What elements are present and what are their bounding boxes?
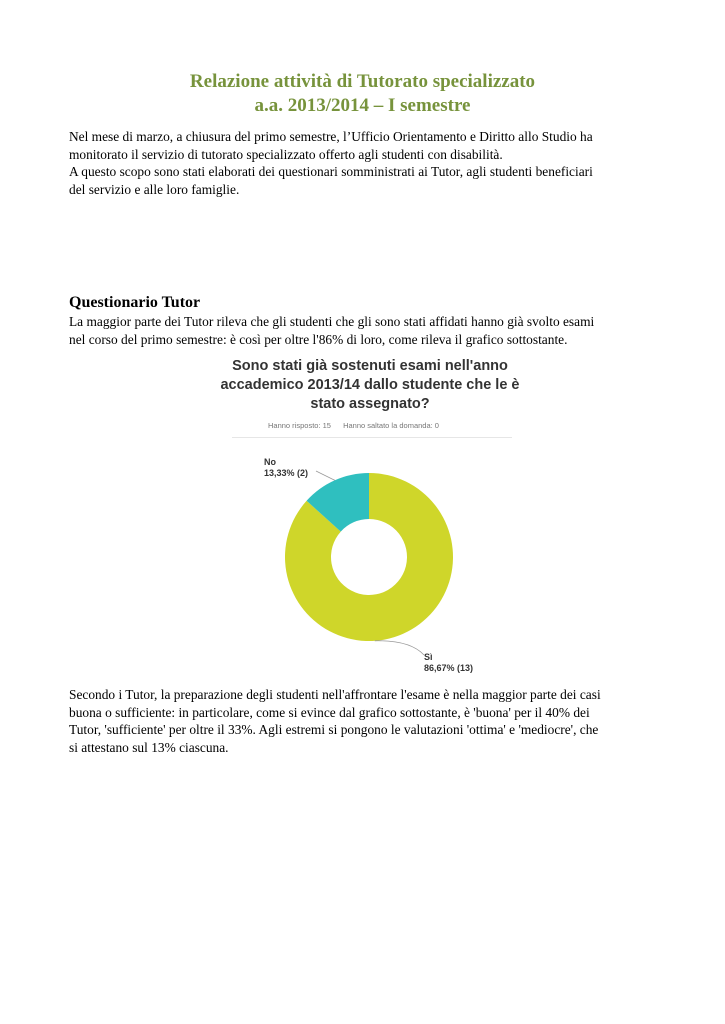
- chart-title-line: stato assegnato?: [310, 396, 430, 412]
- document-subtitle: a.a. 2013/2014 – I semestre: [254, 95, 471, 116]
- slice-name-no: No: [264, 457, 276, 467]
- slice-value-yes: 86,67% (13): [424, 663, 474, 673]
- leader-line-yes: [375, 641, 424, 655]
- slice-label-no: [264, 457, 308, 479]
- closing-line: buona o sufficiente: in particolare, come si evince dal grafico sottostante, è 'buona' per il 40% dei: [69, 704, 590, 720]
- intro-line: del servizio e alle loro famiglie.: [69, 181, 240, 197]
- section-heading: Questionario Tutor: [69, 294, 201, 311]
- closing-line: Tutor, 'sufficiente' per oltre il 33%. Agli estremi si pongono le valutazioni 'ottima' e 'mediocre', che: [69, 722, 599, 738]
- intro-line: A questo scopo sono stati elaborati dei questionari somministrati ai Tutor, agli studenti beneficiari: [69, 164, 593, 180]
- answered-count: Hanno risposto: 15: [268, 421, 331, 430]
- leader-line-no: [316, 471, 335, 480]
- slice-label-yes: [424, 652, 473, 674]
- closing-paragraph: [69, 686, 659, 756]
- chart-title-line: Sono stati già sostenuti esami nell'anno: [232, 358, 508, 374]
- section-line: La maggior parte dei Tutor rileva che gli studenti che gli sono stati affidati hanno già svolto esami: [69, 314, 595, 329]
- closing-line: si attestano sul 13% ciascuna.: [69, 739, 229, 755]
- document-title: Relazione attività di Tutorato specializzato: [189, 71, 536, 92]
- closing-line: Secondo i Tutor, la preparazione degli studenti nell'affrontare l'esame è nella maggior parte dei casi: [69, 687, 601, 702]
- slice-name-yes: Sì: [424, 652, 433, 662]
- skipped-count: Hanno saltato la domanda: 0: [343, 421, 439, 430]
- intro-line: monitorato il servizio di tutorato specializzato offerto agli studenti con disabilità.: [69, 146, 503, 162]
- section-line: nel corso del primo semestre: è così per oltre l'86% di loro, come rileva il grafico sottostante.: [69, 331, 568, 347]
- intro-line: Nel mese di marzo, a chiusura del primo semestre, l’Ufficio Orientamento e Diritto allo Studio ha: [69, 129, 593, 144]
- chart-title-line: accademico 2013/14 dallo studente che le è: [220, 377, 520, 393]
- slice-value-no: 13,33% (2): [264, 468, 309, 478]
